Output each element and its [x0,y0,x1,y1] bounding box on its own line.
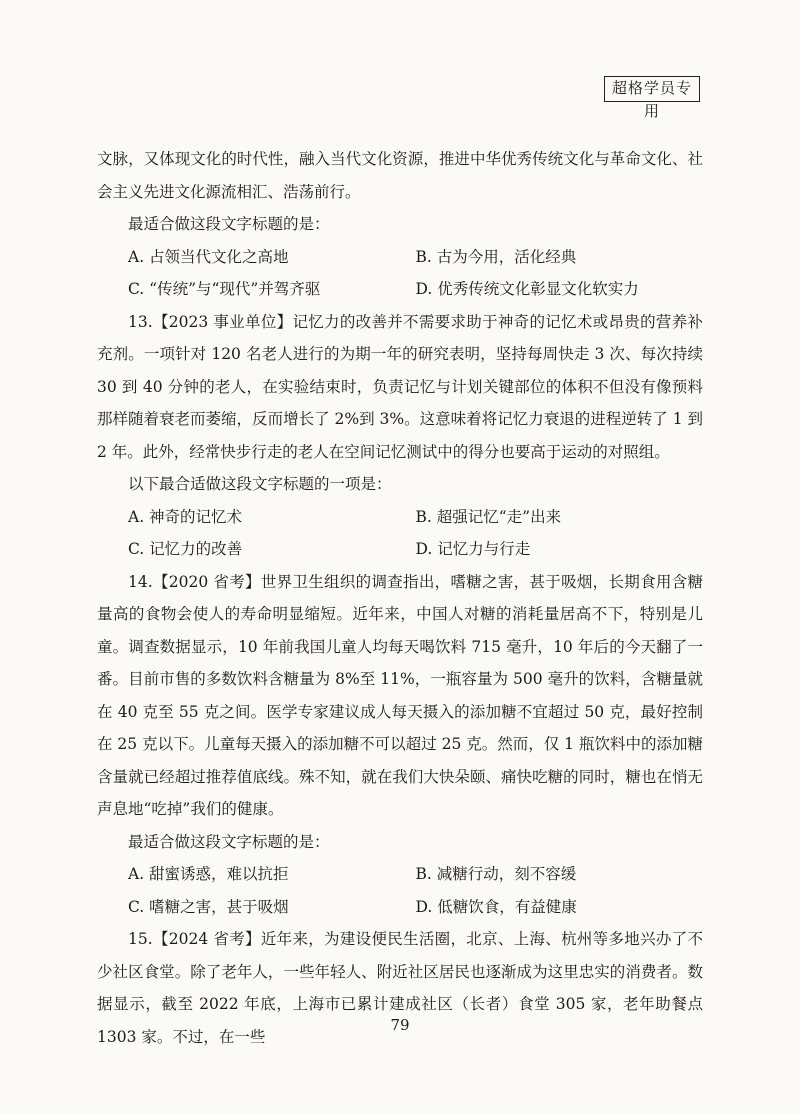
paragraph-continuation: 文脉，又体现文化的时代性，融入当代文化资源，推进中华优秀传统文化与革命文化、社会主义先进文化源流相汇、浩荡前行。 [97,150,703,201]
q14-options-row-1 [97,858,703,891]
q12-option-c: C. “传统”与“现代”并驾齐驱 [128,280,321,298]
q12-option-a: A. 占领当代文化之高地 [128,247,289,266]
q12-prompt: 最适合做这段文字标题的是： [128,215,330,233]
q14-options-row-2 [97,891,703,924]
q13-prompt: 以下最合适做这段文字标题的一项是： [128,475,392,493]
q12-option-d: D. 优秀传统文化彰显文化软实力 [415,280,639,298]
q14-option-c: C. 嗜糖之害，甚于吸烟 [128,897,289,916]
q14-option-b: B. 减糖行动，刻不容缓 [415,865,577,883]
q14-option-d: D. 低糖饮食，有益健康 [415,897,577,916]
q13-option-a: A. 神奇的记忆术 [128,507,243,526]
q13-options-row-1 [97,501,703,534]
q13-option-b: B. 超强记忆“走”出来 [415,507,562,526]
q15-passage: 15.【2024 省考】近年来，为建设便民生活圈，北京、上海、杭州等多地兴办了不少社区食堂。除了老年人，一些年轻人、附近社区居民也逐渐成为这里忠实的消费者。数据显示，截至 2022 年底，上海市已累计建成社区（长者）食堂 305 家，老年助餐点 1303 家。不过，在一些 [97,930,703,1046]
q12-options-row-1 [97,241,703,274]
q13-option-d: D. 记忆力与行走 [415,540,531,558]
header-badge: 超格学员专用 [604,76,700,102]
q13-passage: 13.【2023 事业单位】记忆力的改善并不需要求助于神奇的记忆术或昂贵的营养补充剂。一项针对 120 名老人进行的为期一年的研究表明，坚持每周快走 3 次、每次持续 30 到 40 分钟的老人，在实验结束时，负责记忆与计划关键部位的体积不但没有像预料那样随着衰老而萎缩，反而增长了 2%到 3%。这意味着将记忆力衰退的进程逆转了 1 到 2 年。此外，经常快步行走的老人在空间记忆测试中的得分也要高于运动的对照组。 [97,312,703,461]
q14-prompt: 最适合做这段文字标题的是： [128,832,330,851]
q14-option-a: A. 甜蜜诱惑，难以抗拒 [128,865,289,883]
q13-option-c: C. 记忆力的改善 [128,540,243,558]
page-number: 79 [390,1016,410,1034]
q14-passage: 14.【2020 省考】世界卫生组织的调查指出，嗜糖之害，甚于吸烟，长期食用含糖量高的食物会使人的寿命明显缩短。近年来，中国人对糖的消耗量居高不下，特别是儿童。调查数据显示，10 年前我国儿童人均每天喝饮料 715 毫升，10 年后的今天翻了一番。目前市售的多数饮料含糖量为 8%至 11%，一瓶容量为 500 毫升的饮料，含糖量就在 40 克至 55 克之间。医学专家建议成人每天摄入的添加糖不宜超过 50 克，最好控制在 25 克以下。儿童每天摄入的添加糖不可以超过 25 克。然而，仅 1 瓶饮料中的添加糖含量就已经超过推荐值底线。殊不知，就在我们大快朵颐、痛快吃糖的同时，糖也在悄无声息地“吃掉”我们的健康。 [97,572,703,818]
q12-option-b: B. 古为今用，活化经典 [415,247,577,266]
q12-options-row-2 [97,273,703,306]
page-content [97,143,703,1053]
q13-options-row-2 [97,533,703,566]
